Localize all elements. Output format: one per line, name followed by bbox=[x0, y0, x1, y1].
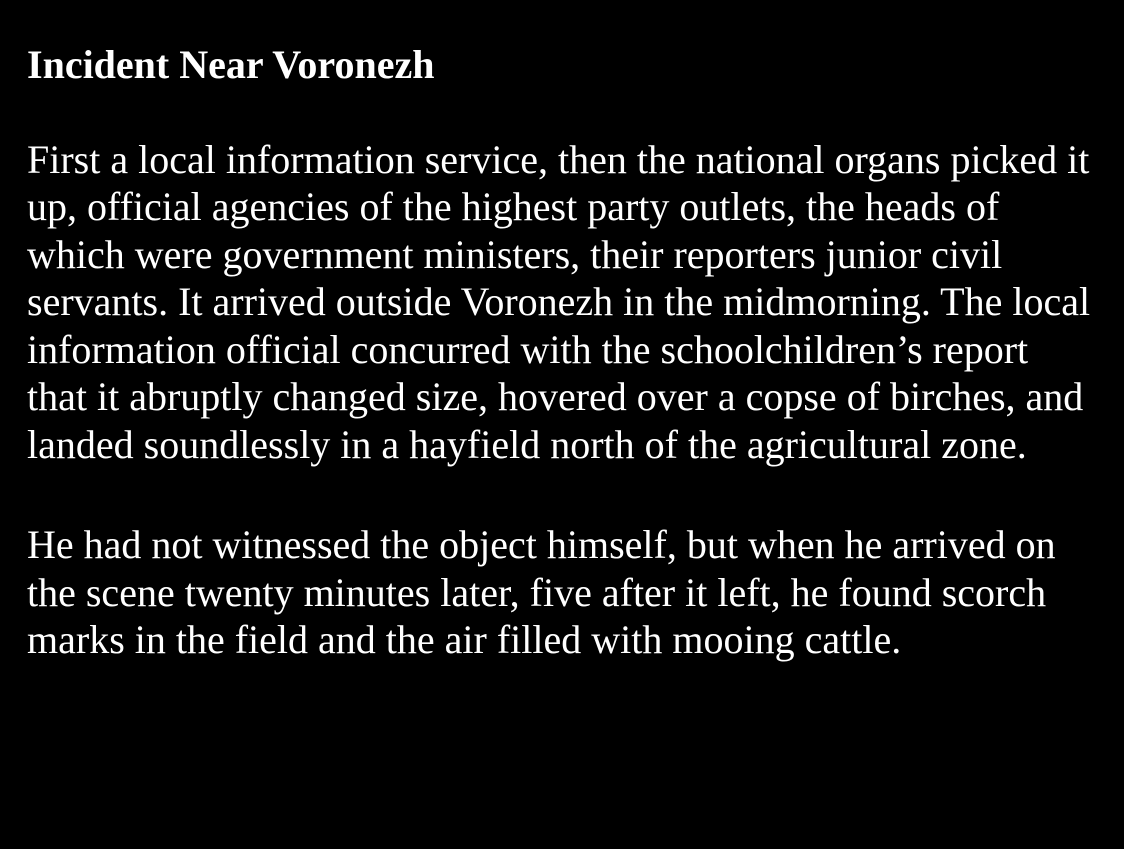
paragraph-second: He had not witnessed the object himself, but when he arrived on the scene twenty minutes later, five after it left, he found scorch marks in the field and the air filled with mooing cattle. bbox=[27, 522, 1056, 662]
paragraph-first: First a local information service, then the national organs picked it up, official agencies of the highest party outlets, the heads of which were government ministers, their reporters junior civil servants. It arrived outside Voronezh in the midmorning. The local information official concurred with the schoolchildren’s report that it abruptly changed size, hovered over a copse of birches, and landed soundlessly in a hayfield north of the agricultural zone. bbox=[27, 136, 1091, 467]
document-title: Incident Near Voronezh bbox=[27, 42, 435, 87]
